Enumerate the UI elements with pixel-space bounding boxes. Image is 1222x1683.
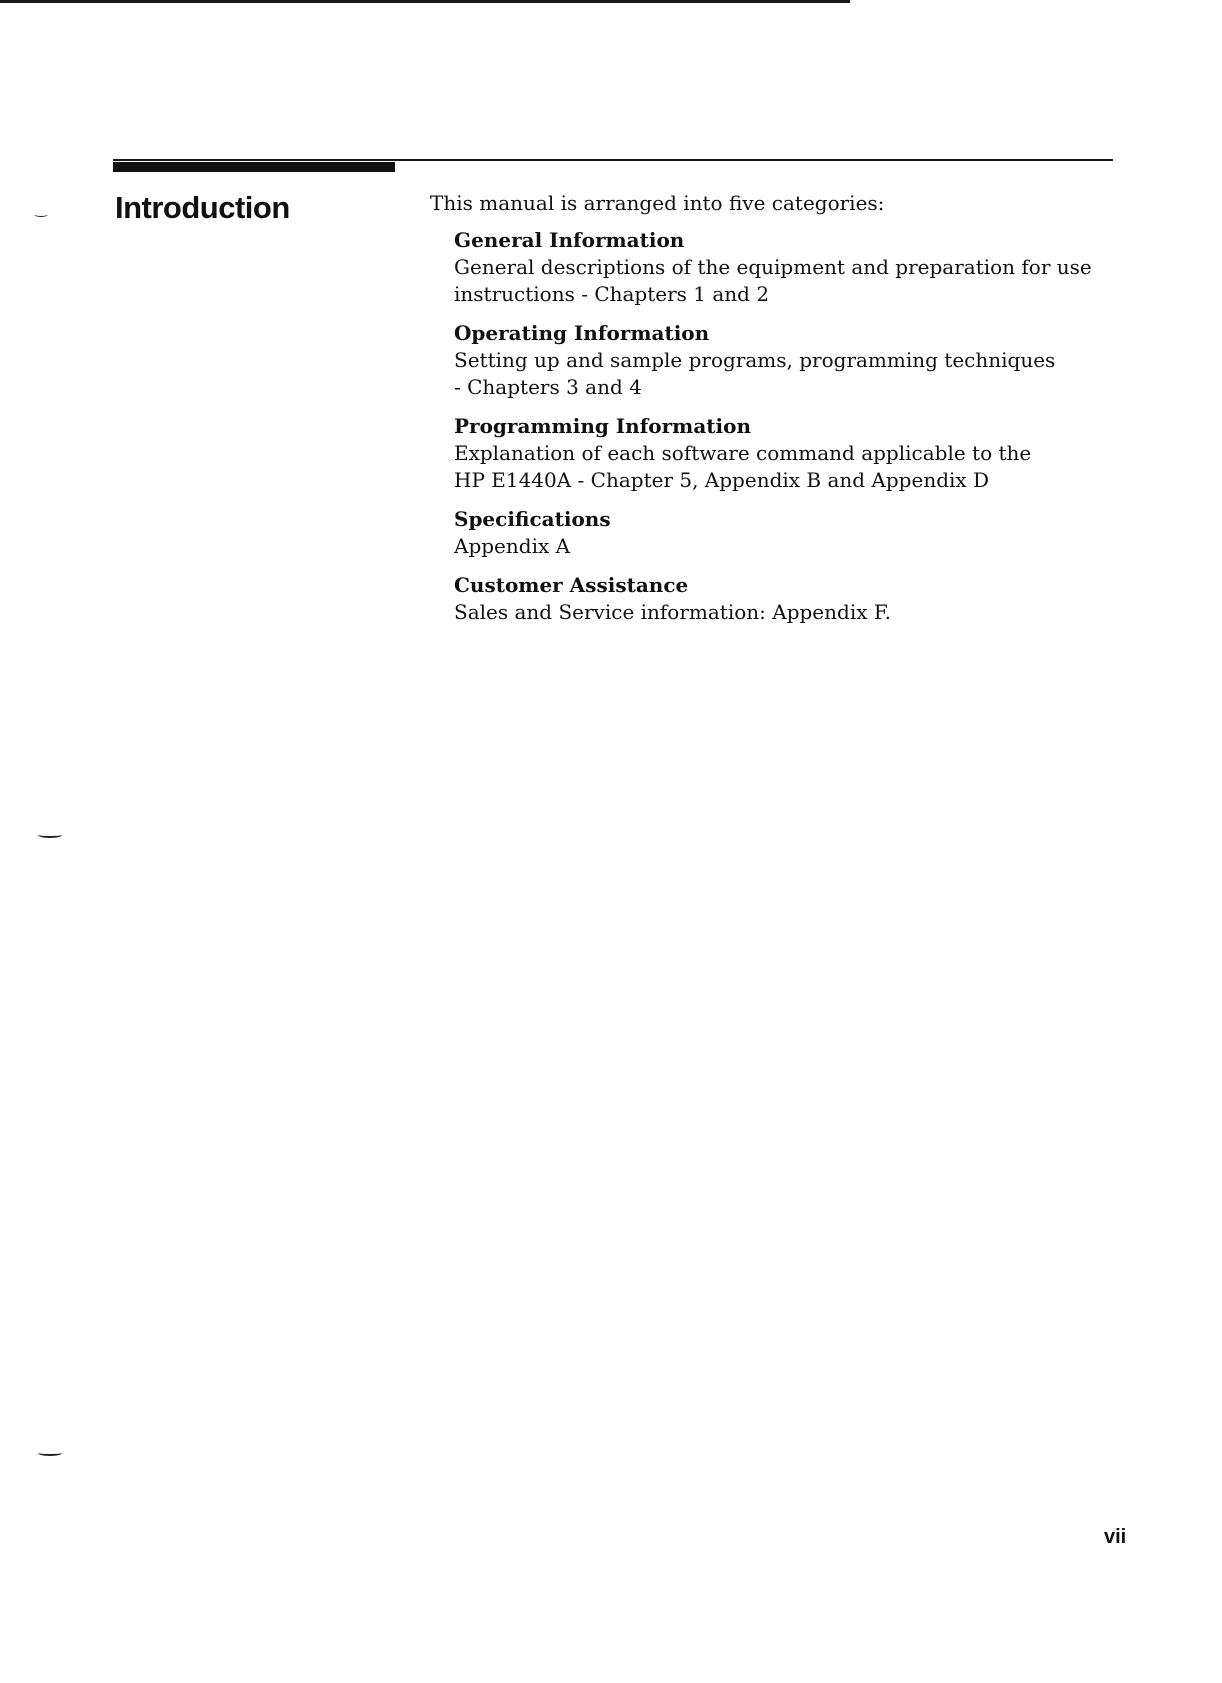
section-divider-rule [113, 159, 1113, 161]
category-customer-assistance [454, 572, 1110, 626]
category-description: Setting up and sample programs, programming techniques - Chapters 3 and 4 [454, 348, 1056, 399]
page-number: vii [1104, 1526, 1127, 1548]
binding-hole-mark [38, 1450, 62, 1456]
category-description: Appendix A [454, 534, 571, 558]
category-description: Explanation of each software command applicable to the HP E1440A - Chapter 5, Appendix B and Appendix D [454, 441, 1032, 492]
binding-hole-mark [38, 832, 62, 838]
category-description: Sales and Service information: Appendix F. [454, 600, 891, 624]
binding-hole-mark [34, 212, 48, 217]
category-general-information [454, 227, 1110, 308]
category-heading: General Information [454, 228, 685, 252]
category-heading: Programming Information [454, 414, 752, 438]
category-operating-information [454, 320, 1110, 401]
category-heading: Operating Information [454, 321, 710, 345]
category-programming-information [454, 413, 1110, 494]
intro-paragraph: This manual is arranged into five categories: [430, 191, 885, 215]
section-body [430, 190, 1110, 638]
section-title: Introduction [115, 190, 290, 225]
section-title-bar [113, 162, 395, 172]
category-specifications [454, 506, 1110, 560]
category-heading: Specifications [454, 507, 611, 531]
top-page-rule [0, 0, 850, 3]
category-description: General descriptions of the equipment and preparation for use instructions - Chapters 1 and 2 [454, 255, 1092, 306]
category-heading: Customer Assistance [454, 573, 689, 597]
